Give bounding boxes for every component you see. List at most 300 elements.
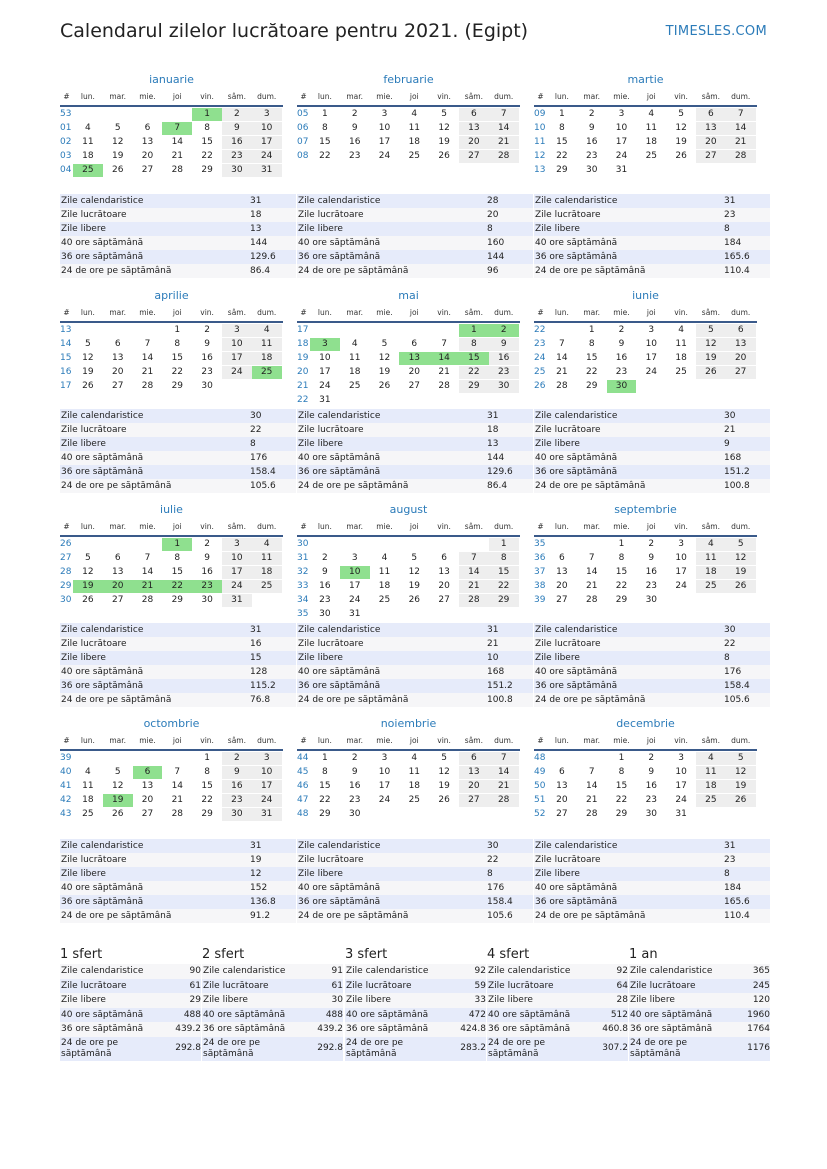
day-cell[interactable]: 11 xyxy=(408,766,421,777)
day-cell[interactable]: 14 xyxy=(556,352,568,363)
day-cell[interactable]: 10 xyxy=(615,122,628,133)
day-cell[interactable]: 13 xyxy=(141,780,154,791)
day-cell[interactable]: 4 xyxy=(678,324,684,335)
day-cell[interactable]: 21 xyxy=(556,366,568,377)
day-cell[interactable]: 27 xyxy=(726,366,756,379)
day-cell[interactable]: 10 xyxy=(675,552,687,563)
day-cell[interactable]: 5 xyxy=(726,752,756,765)
day-cell[interactable]: 18 xyxy=(696,780,726,793)
day-cell[interactable]: 28 xyxy=(585,808,598,819)
day-cell[interactable]: 28 xyxy=(459,594,489,607)
day-cell[interactable]: 14 xyxy=(171,136,184,147)
day-cell[interactable]: 28 xyxy=(171,808,184,819)
day-cell[interactable]: 14 xyxy=(141,352,154,363)
day-cell[interactable]: 13 xyxy=(111,566,124,577)
day-cell[interactable]: 27 xyxy=(556,594,568,605)
day-cell[interactable]: 20 xyxy=(438,580,450,591)
day-cell[interactable]: 22 xyxy=(615,794,628,805)
day-cell[interactable]: 24 xyxy=(252,150,282,163)
day-cell[interactable]: 5 xyxy=(114,122,121,133)
day-cell[interactable]: 21 xyxy=(585,580,598,591)
day-cell[interactable]: 7 xyxy=(588,552,595,563)
day-cell[interactable]: 31 xyxy=(348,608,361,619)
day-cell[interactable]: 23 xyxy=(585,150,598,161)
day-cell[interactable]: 2 xyxy=(648,538,655,549)
day-cell[interactable]: 18 xyxy=(82,150,94,161)
day-cell[interactable]: 5 xyxy=(85,338,91,349)
day-cell[interactable]: 2 xyxy=(222,108,252,121)
day-cell[interactable]: 31 xyxy=(319,394,331,405)
day-cell[interactable]: 15 xyxy=(171,566,184,577)
day-cell[interactable]: 8 xyxy=(489,552,519,565)
day-cell[interactable]: 15 xyxy=(615,566,628,577)
day-cell[interactable]: 27 xyxy=(459,150,489,163)
day-cell[interactable]: 11 xyxy=(696,552,726,565)
day-cell[interactable]: 8 xyxy=(618,766,625,777)
day-cell[interactable]: 18 xyxy=(408,780,421,791)
day-cell[interactable]: 15 xyxy=(489,566,519,579)
day-cell[interactable]: 20 xyxy=(696,136,726,149)
day-cell[interactable]: 9 xyxy=(222,122,252,135)
day-cell[interactable]: 1 xyxy=(204,752,210,763)
day-cell[interactable]: 2 xyxy=(204,324,210,335)
day-cell[interactable]: 24 xyxy=(222,580,252,593)
day-cell[interactable]: 27 xyxy=(438,594,450,605)
day-cell[interactable]: 6 xyxy=(114,338,121,349)
day-cell[interactable]: 29 xyxy=(615,594,628,605)
day-cell[interactable]: 20 xyxy=(111,366,124,377)
day-cell[interactable]: 29 xyxy=(201,164,213,175)
day-cell[interactable]: 12 xyxy=(82,352,94,363)
day-cell[interactable]: 12 xyxy=(675,122,687,133)
day-cell[interactable]: 1 xyxy=(322,108,328,119)
day-cell[interactable]: 22 xyxy=(201,794,213,805)
day-cell[interactable]: 9 xyxy=(648,552,655,563)
day-cell[interactable]: 19 xyxy=(82,366,94,377)
day-cell[interactable]: 25 xyxy=(408,150,421,161)
day-cell[interactable]: 29 xyxy=(556,164,568,175)
day-cell[interactable]: 6 xyxy=(559,552,565,563)
day-cell[interactable]: 17 xyxy=(222,566,252,579)
day-cell[interactable]: 16 xyxy=(222,136,252,149)
day-cell[interactable]: 27 xyxy=(111,380,124,391)
day-cell[interactable]: 22 xyxy=(556,150,568,161)
day-cell[interactable]: 10 xyxy=(675,766,687,777)
day-cell[interactable]: 13 xyxy=(726,338,756,351)
day-cell[interactable]: 8 xyxy=(204,766,210,777)
day-cell[interactable]: 24 xyxy=(615,150,628,161)
day-cell[interactable]: 2 xyxy=(648,752,655,763)
day-cell[interactable]: 30 xyxy=(222,808,252,821)
day-cell[interactable]: 13 xyxy=(459,122,489,135)
day-cell[interactable]: 14 xyxy=(585,780,598,791)
day-cell[interactable]: 6 xyxy=(411,338,418,349)
day-cell[interactable]: 19 xyxy=(438,136,450,147)
day-cell[interactable]: 16 xyxy=(319,580,331,591)
day-cell[interactable]: 10 xyxy=(340,566,370,579)
day-cell[interactable]: 28 xyxy=(489,150,519,163)
day-cell[interactable]: 15 xyxy=(319,136,331,147)
day-cell[interactable]: 18 xyxy=(348,366,361,377)
day-cell[interactable]: 18 xyxy=(645,136,658,147)
day-cell[interactable]: 15 xyxy=(615,780,628,791)
day-cell[interactable]: 23 xyxy=(348,150,361,161)
day-cell[interactable]: 17 xyxy=(675,780,687,791)
day-cell[interactable]: 29 xyxy=(201,808,213,819)
day-cell[interactable]: 25 xyxy=(675,366,687,377)
day-cell[interactable]: 27 xyxy=(696,150,726,163)
day-cell[interactable]: 28 xyxy=(171,164,184,175)
day-cell[interactable]: 25 xyxy=(378,594,391,605)
day-cell[interactable]: 27 xyxy=(408,380,421,391)
day-cell[interactable]: 27 xyxy=(111,594,124,605)
day-cell[interactable]: 24 xyxy=(675,794,687,805)
day-cell[interactable]: 30 xyxy=(645,808,658,819)
day-cell[interactable]: 3 xyxy=(252,752,282,765)
day-cell[interactable]: 1 xyxy=(162,538,192,551)
day-cell[interactable]: 19 xyxy=(726,566,756,579)
day-cell[interactable]: 15 xyxy=(556,136,568,147)
day-cell[interactable]: 14 xyxy=(459,566,489,579)
day-cell[interactable]: 19 xyxy=(726,780,756,793)
day-cell[interactable]: 25 xyxy=(73,164,103,177)
day-cell[interactable]: 13 xyxy=(438,566,450,577)
day-cell[interactable]: 19 xyxy=(103,794,133,807)
day-cell[interactable]: 27 xyxy=(141,164,154,175)
day-cell[interactable]: 1 xyxy=(489,538,519,551)
day-cell[interactable]: 22 xyxy=(615,580,628,591)
day-cell[interactable]: 29 xyxy=(459,380,489,393)
day-cell[interactable]: 1 xyxy=(322,752,328,763)
day-cell[interactable]: 3 xyxy=(678,752,684,763)
day-cell[interactable]: 7 xyxy=(489,752,519,765)
day-cell[interactable]: 12 xyxy=(726,766,756,779)
day-cell[interactable]: 5 xyxy=(726,538,756,551)
day-cell[interactable]: 12 xyxy=(438,766,450,777)
day-cell[interactable]: 2 xyxy=(322,552,328,563)
day-cell[interactable]: 14 xyxy=(429,352,459,365)
day-cell[interactable]: 20 xyxy=(459,780,489,793)
day-cell[interactable]: 3 xyxy=(381,108,388,119)
day-cell[interactable]: 26 xyxy=(111,164,124,175)
day-cell[interactable]: 6 xyxy=(459,108,489,121)
day-cell[interactable]: 17 xyxy=(615,136,628,147)
day-cell[interactable]: 18 xyxy=(696,566,726,579)
day-cell[interactable]: 4 xyxy=(696,538,726,551)
day-cell[interactable]: 20 xyxy=(556,794,568,805)
day-cell[interactable]: 7 xyxy=(174,766,181,777)
day-cell[interactable]: 9 xyxy=(204,338,210,349)
day-cell[interactable]: 25 xyxy=(252,366,282,379)
day-cell[interactable]: 17 xyxy=(348,580,361,591)
day-cell[interactable]: 11 xyxy=(82,780,94,791)
day-cell[interactable]: 22 xyxy=(162,580,192,593)
day-cell[interactable]: 2 xyxy=(351,108,358,119)
day-cell[interactable]: 6 xyxy=(726,324,756,337)
day-cell[interactable]: 11 xyxy=(378,566,391,577)
day-cell[interactable]: 13 xyxy=(556,566,568,577)
day-cell[interactable]: 3 xyxy=(618,108,625,119)
day-cell[interactable]: 15 xyxy=(201,136,213,147)
day-cell[interactable]: 4 xyxy=(252,324,282,337)
day-cell[interactable]: 26 xyxy=(438,794,450,805)
day-cell[interactable]: 16 xyxy=(489,352,519,365)
day-cell[interactable]: 17 xyxy=(252,780,282,793)
day-cell[interactable]: 14 xyxy=(585,566,598,577)
day-cell[interactable]: 12 xyxy=(696,338,726,351)
day-cell[interactable]: 16 xyxy=(615,352,628,363)
day-cell[interactable]: 20 xyxy=(141,794,154,805)
day-cell[interactable]: 3 xyxy=(351,552,358,563)
day-cell[interactable]: 12 xyxy=(726,552,756,565)
day-cell[interactable]: 23 xyxy=(222,150,252,163)
day-cell[interactable]: 2 xyxy=(618,324,625,335)
day-cell[interactable]: 15 xyxy=(171,352,184,363)
day-cell[interactable]: 9 xyxy=(322,566,328,577)
day-cell[interactable]: 18 xyxy=(408,136,421,147)
day-cell[interactable]: 26 xyxy=(82,380,94,391)
day-cell[interactable]: 27 xyxy=(141,808,154,819)
day-cell[interactable]: 8 xyxy=(588,338,595,349)
day-cell[interactable]: 9 xyxy=(204,552,210,563)
day-cell[interactable]: 8 xyxy=(204,122,210,133)
day-cell[interactable]: 31 xyxy=(252,808,282,821)
day-cell[interactable]: 15 xyxy=(459,352,489,365)
day-cell[interactable]: 22 xyxy=(201,150,213,161)
day-cell[interactable]: 1 xyxy=(174,324,181,335)
day-cell[interactable]: 28 xyxy=(141,594,154,605)
day-cell[interactable]: 20 xyxy=(141,150,154,161)
brand-link[interactable]: TIMESLES.COM xyxy=(665,24,767,39)
day-cell[interactable]: 25 xyxy=(645,150,658,161)
day-cell[interactable]: 12 xyxy=(111,780,124,791)
day-cell[interactable]: 4 xyxy=(696,752,726,765)
day-cell[interactable]: 27 xyxy=(556,808,568,819)
day-cell[interactable]: 16 xyxy=(645,780,658,791)
day-cell[interactable]: 19 xyxy=(408,580,421,591)
day-cell[interactable]: 13 xyxy=(141,136,154,147)
day-cell[interactable]: 22 xyxy=(319,150,331,161)
day-cell[interactable]: 7 xyxy=(144,552,151,563)
day-cell[interactable]: 11 xyxy=(82,136,94,147)
day-cell[interactable]: 10 xyxy=(378,122,391,133)
day-cell[interactable]: 16 xyxy=(222,780,252,793)
day-cell[interactable]: 5 xyxy=(411,552,418,563)
day-cell[interactable]: 22 xyxy=(489,580,519,593)
day-cell[interactable]: 24 xyxy=(645,366,658,377)
day-cell[interactable]: 7 xyxy=(459,552,489,565)
day-cell[interactable]: 5 xyxy=(85,552,91,563)
day-cell[interactable]: 3 xyxy=(252,108,282,121)
day-cell[interactable]: 10 xyxy=(319,352,331,363)
day-cell[interactable]: 16 xyxy=(348,780,361,791)
day-cell[interactable]: 4 xyxy=(411,108,418,119)
day-cell[interactable]: 24 xyxy=(675,580,687,591)
day-cell[interactable]: 29 xyxy=(171,380,184,391)
day-cell[interactable]: 6 xyxy=(559,766,565,777)
day-cell[interactable]: 5 xyxy=(441,108,447,119)
day-cell[interactable]: 16 xyxy=(645,566,658,577)
day-cell[interactable]: 7 xyxy=(144,338,151,349)
day-cell[interactable]: 2 xyxy=(222,752,252,765)
day-cell[interactable]: 22 xyxy=(459,366,489,379)
day-cell[interactable]: 9 xyxy=(351,122,358,133)
day-cell[interactable]: 28 xyxy=(726,150,756,163)
day-cell[interactable]: 28 xyxy=(556,380,568,391)
day-cell[interactable]: 6 xyxy=(696,108,726,121)
day-cell[interactable]: 3 xyxy=(648,324,655,335)
day-cell[interactable]: 24 xyxy=(378,150,391,161)
day-cell[interactable]: 23 xyxy=(645,794,658,805)
day-cell[interactable]: 3 xyxy=(678,538,684,549)
day-cell[interactable]: 21 xyxy=(141,366,154,377)
day-cell[interactable]: 14 xyxy=(171,780,184,791)
day-cell[interactable]: 26 xyxy=(111,808,124,819)
day-cell[interactable]: 26 xyxy=(378,380,391,391)
day-cell[interactable]: 8 xyxy=(459,338,489,351)
day-cell[interactable]: 26 xyxy=(408,594,421,605)
day-cell[interactable]: 27 xyxy=(459,794,489,807)
day-cell[interactable]: 29 xyxy=(615,808,628,819)
day-cell[interactable]: 14 xyxy=(489,122,519,135)
day-cell[interactable]: 26 xyxy=(675,150,687,161)
day-cell[interactable]: 30 xyxy=(645,594,658,605)
day-cell[interactable]: 19 xyxy=(73,580,103,593)
day-cell[interactable]: 7 xyxy=(588,766,595,777)
day-cell[interactable]: 10 xyxy=(378,766,391,777)
day-cell[interactable]: 20 xyxy=(103,580,133,593)
day-cell[interactable]: 30 xyxy=(222,164,252,177)
day-cell[interactable]: 31 xyxy=(615,164,628,175)
day-cell[interactable]: 21 xyxy=(726,136,756,149)
day-cell[interactable]: 22 xyxy=(171,366,184,377)
day-cell[interactable]: 29 xyxy=(171,594,184,605)
day-cell[interactable]: 7 xyxy=(162,122,192,135)
day-cell[interactable]: 16 xyxy=(201,566,213,577)
day-cell[interactable]: 17 xyxy=(675,566,687,577)
day-cell[interactable]: 21 xyxy=(438,366,450,377)
day-cell[interactable]: 24 xyxy=(252,794,282,807)
day-cell[interactable]: 4 xyxy=(648,108,655,119)
day-cell[interactable]: 6 xyxy=(144,122,151,133)
day-cell[interactable]: 10 xyxy=(222,552,252,565)
day-cell[interactable]: 5 xyxy=(114,766,121,777)
day-cell[interactable]: 9 xyxy=(222,766,252,779)
day-cell[interactable]: 11 xyxy=(348,352,361,363)
day-cell[interactable]: 19 xyxy=(696,352,726,365)
day-cell[interactable]: 4 xyxy=(381,552,388,563)
day-cell[interactable]: 30 xyxy=(585,164,598,175)
day-cell[interactable]: 31 xyxy=(252,164,282,177)
day-cell[interactable]: 11 xyxy=(408,122,421,133)
day-cell[interactable]: 21 xyxy=(171,150,184,161)
day-cell[interactable]: 30 xyxy=(201,380,213,391)
day-cell[interactable]: 5 xyxy=(678,108,684,119)
day-cell[interactable]: 1 xyxy=(618,538,625,549)
day-cell[interactable]: 20 xyxy=(408,366,421,377)
day-cell[interactable]: 3 xyxy=(310,338,340,351)
day-cell[interactable]: 2 xyxy=(588,108,595,119)
day-cell[interactable]: 25 xyxy=(82,808,94,819)
day-cell[interactable]: 17 xyxy=(378,136,391,147)
day-cell[interactable]: 16 xyxy=(348,136,361,147)
day-cell[interactable]: 15 xyxy=(585,352,598,363)
day-cell[interactable]: 9 xyxy=(351,766,358,777)
day-cell[interactable]: 24 xyxy=(319,380,331,391)
day-cell[interactable]: 15 xyxy=(319,780,331,791)
day-cell[interactable]: 21 xyxy=(459,580,489,593)
day-cell[interactable]: 1 xyxy=(559,108,565,119)
day-cell[interactable]: 29 xyxy=(585,380,598,391)
day-cell[interactable]: 12 xyxy=(378,352,391,363)
day-cell[interactable]: 31 xyxy=(222,594,252,607)
day-cell[interactable]: 1 xyxy=(459,324,489,337)
day-cell[interactable]: 29 xyxy=(319,808,331,819)
day-cell[interactable]: 26 xyxy=(696,366,726,379)
day-cell[interactable]: 4 xyxy=(411,752,418,763)
day-cell[interactable]: 11 xyxy=(252,552,282,565)
day-cell[interactable]: 31 xyxy=(675,808,687,819)
day-cell[interactable]: 13 xyxy=(696,122,726,135)
day-cell[interactable]: 11 xyxy=(252,338,282,351)
day-cell[interactable]: 6 xyxy=(114,552,121,563)
day-cell[interactable]: 24 xyxy=(378,794,391,805)
day-cell[interactable]: 3 xyxy=(381,752,388,763)
day-cell[interactable]: 4 xyxy=(351,338,358,349)
day-cell[interactable]: 17 xyxy=(319,366,331,377)
day-cell[interactable]: 12 xyxy=(111,136,124,147)
day-cell[interactable]: 14 xyxy=(726,122,756,135)
day-cell[interactable]: 8 xyxy=(559,122,565,133)
day-cell[interactable]: 7 xyxy=(559,338,565,349)
day-cell[interactable]: 3 xyxy=(222,324,252,337)
day-cell[interactable]: 13 xyxy=(459,766,489,779)
day-cell[interactable]: 17 xyxy=(645,352,658,363)
day-cell[interactable]: 20 xyxy=(726,352,756,365)
day-cell[interactable]: 25 xyxy=(252,580,282,593)
day-cell[interactable]: 23 xyxy=(645,580,658,591)
day-cell[interactable]: 5 xyxy=(696,324,726,337)
day-cell[interactable]: 2 xyxy=(204,538,210,549)
day-cell[interactable]: 4 xyxy=(252,538,282,551)
day-cell[interactable]: 17 xyxy=(252,136,282,149)
day-cell[interactable]: 19 xyxy=(378,366,391,377)
day-cell[interactable]: 26 xyxy=(82,594,94,605)
day-cell[interactable]: 9 xyxy=(489,338,519,351)
day-cell[interactable]: 18 xyxy=(252,352,282,365)
day-cell[interactable]: 18 xyxy=(675,352,687,363)
day-cell[interactable]: 30 xyxy=(201,594,213,605)
day-cell[interactable]: 8 xyxy=(322,766,328,777)
day-cell[interactable]: 5 xyxy=(441,752,447,763)
day-cell[interactable]: 12 xyxy=(408,566,421,577)
day-cell[interactable]: 17 xyxy=(222,352,252,365)
day-cell[interactable]: 23 xyxy=(615,366,628,377)
day-cell[interactable]: 4 xyxy=(85,766,91,777)
day-cell[interactable]: 20 xyxy=(556,580,568,591)
day-cell[interactable]: 14 xyxy=(489,766,519,779)
day-cell[interactable]: 1 xyxy=(192,108,222,121)
day-cell[interactable]: 24 xyxy=(348,594,361,605)
day-cell[interactable]: 23 xyxy=(222,794,252,807)
day-cell[interactable]: 9 xyxy=(648,766,655,777)
day-cell[interactable]: 28 xyxy=(438,380,450,391)
day-cell[interactable]: 23 xyxy=(348,794,361,805)
day-cell[interactable]: 19 xyxy=(675,136,687,147)
day-cell[interactable]: 21 xyxy=(171,794,184,805)
day-cell[interactable]: 8 xyxy=(174,552,181,563)
day-cell[interactable]: 10 xyxy=(252,766,282,779)
